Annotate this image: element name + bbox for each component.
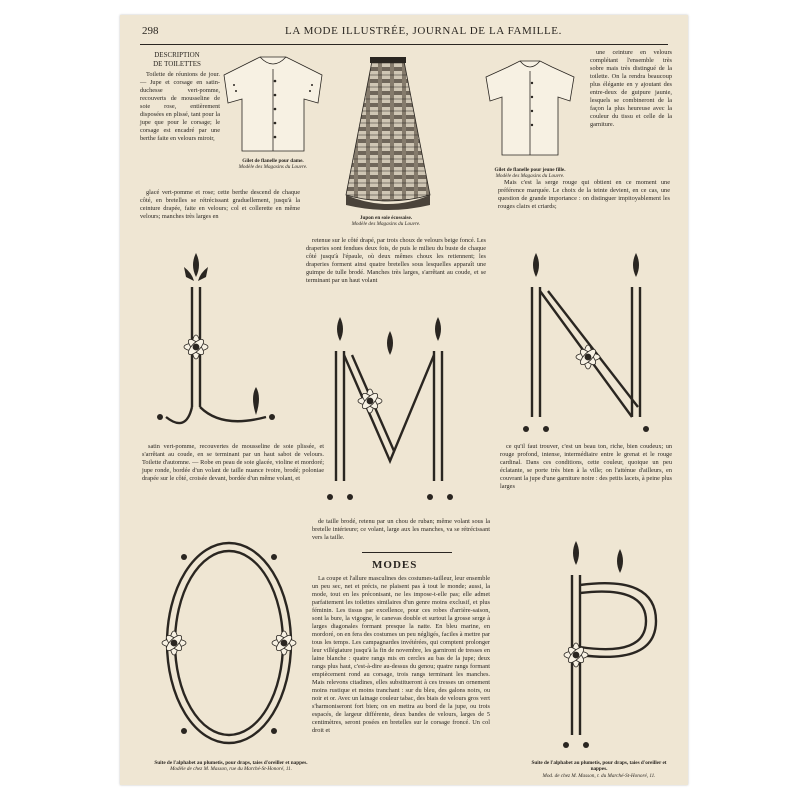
caption-source: Modèle des Magasins du Louvre. — [495, 173, 565, 180]
description-column-f — [500, 443, 672, 531]
caption-skirt — [334, 215, 438, 228]
flower-ornament — [184, 335, 208, 359]
paragraph: glacé vert-pomme et rose; cette berthe descend de chaque côté, en bretelles se rétrécissant graduellement, jusqu'à la ceinture drapée, faite en velours; col et collerette en même velours; manches très larges en — [140, 189, 300, 220]
description-heading-line1: DESCRIPTION — [154, 51, 200, 59]
caption-source: Mod. de chez M. Masson, r. du Marché-St-Honoré, 11. — [542, 772, 656, 779]
caption-title: Suite de l'alphabet au plumetis, pour draps, taies d'oreiller et nappes. — [154, 760, 308, 766]
caption-source: Modèle des Magasins du Louvre. — [351, 221, 421, 228]
caption-bodice-woman — [218, 158, 328, 171]
caption-letter-p — [524, 760, 674, 779]
paragraph: Mais c'est la serge rouge qui obtient en ce moment une préférence marquée. Le choix de la teinte devient, en ce cas, une question de grande importance : on distinguer impitoyablement les rouges clairs et criards; — [498, 179, 670, 210]
caption-letter-o — [146, 760, 316, 773]
paragraph: ce qu'il faut trouver, c'est un beau ton, riche, bien coudeux; un rouge profond, intense, intermédiaire entre le grenat et le rouge cardinal. Dans ces conditions, cette couleur, quoique un peu éclatante, se porte très bien à la ville; on l'atténue d'ailleurs, en couvrant la jupe d'une garniture noire : des petits lacets, à peine plus larges — [500, 443, 672, 490]
paragraph: de taille brodé, retenu par un chou de ruban; même volant sous la bretelle intérieure; ce volant, large aux les manches, va se rétrécissant vers la taille. — [312, 518, 490, 541]
caption-source: Modèle de chez M. Masson, rue du Marché-St-Honoré, 11. — [170, 766, 292, 773]
skirt-illustration — [342, 55, 434, 213]
description-column-d — [142, 443, 324, 521]
description-column-c2 — [498, 179, 670, 210]
monogram-letter-m — [310, 311, 470, 513]
flower-ornament — [162, 631, 296, 655]
description-column-a2 — [140, 189, 300, 237]
monogram-letter-l — [146, 247, 286, 441]
description-heading-line2: DE TOILETTES — [153, 60, 201, 68]
description-heading — [146, 51, 208, 69]
fleur-de-lis-ornament — [157, 253, 275, 420]
modes-rule — [362, 552, 452, 553]
description-column-a — [140, 71, 220, 187]
caption-title: Gilet de flanelle pour dame. — [242, 158, 304, 164]
modes-body — [312, 575, 490, 775]
bodice-illustration — [480, 57, 580, 163]
page-number: 298 — [142, 25, 159, 37]
description-column-b — [306, 237, 486, 311]
flower-ornament — [576, 345, 600, 369]
modes-title: MODES — [372, 559, 418, 571]
caption-title: Jupon en soie écossaise. — [359, 215, 413, 221]
page-header — [120, 15, 688, 45]
paragraph: une ceinture en velours complétant l'ensemble très sobre mais très distingué de la toilette. On la rendra beaucoup plus élégante en y ajoutant des entre-deux de guipure jaunie, lesquels se combineront de la façon la plus heureuse avec la couleur du tissu et celle de la garniture. — [590, 49, 672, 128]
paragraph: Toilette de réunions de jour. — Jupe et corsage en satin-duchesse vert-pomme, recouverts de mousseline de soie rose, entièrement disposées en plissé, tant pour la jupe que pour le corsage; le corsage est encadré par une berthe faite en velours miroir, — [140, 71, 220, 142]
paragraph: La coupe et l'allure masculines des costumes-tailleur, leur ensemble un peu sec, net et précis, ne plaisent pas à tout le monde; aussi, la mode, tout en les préconisant, ne les impose-t-elle pas; elle admet parfaitement les toilettes similaires d'un genre moins exclusif, et plus féminin. Les tissus par excellence, pour ces robes d'arrière-saison, sont la bure, la vigogne, le canevas double et surtout la grosse serge à larges diagonales formant presque la natte. En bleu marine, en mordoré, on en fera des costumes un peu négligés, faciles à mettre par tous les temps. Les campagnardes invétérées, qui comptent prolonger leur villégiature jusqu'à la fin de novembre, les garniront de tresses en laine blanche : quatre rangs mis en cercles au bas de la jupe; deux rangs plus haut, c'est-à-dire au-dessus du genou; quatre rangs formant empiècement rond au corsage, trois rangs terminant les manches. Mais relevons citadines, elles substitueront à ces tresses un ornement moins rustique et moins tranchant : sur du bleu, des galons noirs, ou noir et or. Avec un lainage couleur tabac, des biais de velours gros vert s'harmoniseront fort bien; on en mettra au bord de la jupe, ou trois espacés, de largeur différente, deux bandes de velours, larges de 5 centimètres, seront posées en bretelles sur le corsage froncé. Un col droit et — [312, 575, 490, 734]
monogram-letter-p — [532, 535, 672, 757]
description-column-e — [312, 518, 490, 546]
fleur-de-lis-ornament — [523, 253, 649, 432]
journal-title: LA MODE ILLUSTRÉE, JOURNAL DE LA FAMILLE. — [285, 25, 562, 37]
caption-title: Suite de l'alphabet au plumetis, pour draps, taies d'oreiller et nappes. — [531, 760, 667, 773]
monogram-letter-n — [502, 247, 672, 443]
description-column-c — [590, 49, 672, 179]
paragraph: retenue sur le côté drapé, par trois choux de velours beige foncé. Les draperies sont fendues deux fois, de puis le milieu du buste de chaque côté jusqu'à l'épaule, où deux mêmes choux les retiennent; les draperies forment ainsi quatre bretelles sous lesquelles apparaît une guimpe de tulle brodé. Manches très larges, s'arrêtant au coude, et se terminant par un haut volant — [306, 237, 486, 284]
journal-page — [120, 15, 688, 785]
caption-bodice-girl — [478, 167, 582, 180]
caption-title: Gilet de flanelle pour jeune fille. — [494, 167, 566, 173]
bodice-illustration — [218, 51, 328, 157]
monogram-letter-o — [144, 527, 314, 757]
header-rule — [140, 44, 668, 45]
caption-source: Modèle des Magasins du Louvre. — [238, 164, 308, 171]
paragraph: satin vert-pomme, recouvertes de mousseline de soie plissée, et s'arrêtant au coude, en se terminant par un haut sabot de velours. Toilette d'automne. — Robe en peau de soie glacée, violine et mordoré; jupe ronde, bordée d'un volant de taille nuance ivoire, brodé; poloniae drapée sur le côté, croisée devant, bordée d'un même volant, et — [142, 443, 324, 482]
